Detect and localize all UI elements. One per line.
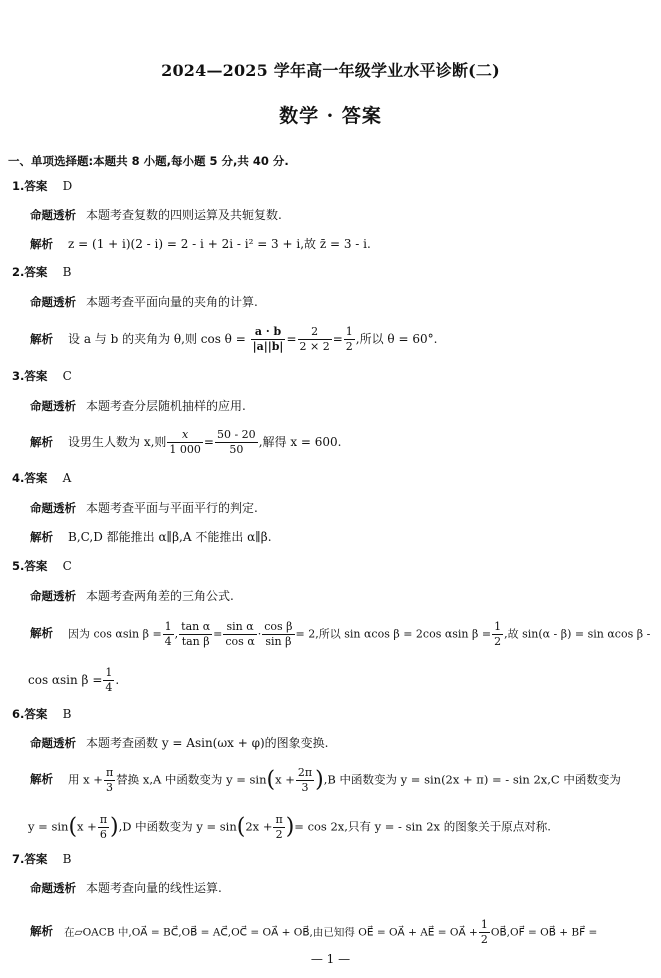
q6-analysis-label: 解析 — [30, 772, 53, 787]
q2-eq-2: = — [332, 331, 343, 346]
q3-analysis-label: 解析 — [30, 434, 53, 449]
q1-intent-label: 命题透析 — [30, 208, 76, 222]
q6-fraction-4 — [273, 813, 284, 842]
q6-analysis-line-1 — [30, 766, 621, 795]
q5-fraction-1-num: 1 — [164, 620, 172, 633]
q4-answer-value: A — [62, 471, 72, 485]
q3-answer-label: 答案 — [24, 369, 48, 383]
q3-fraction-2 — [215, 428, 258, 457]
q5-fraction-5 — [492, 620, 503, 649]
q6-fraction-4-num: π — [275, 813, 283, 826]
q5-intent-text: 本题考查两角差的三角公式. — [86, 589, 234, 603]
q7-analysis-line — [30, 918, 597, 947]
document-subtitle: 数学 · 答案 — [279, 105, 382, 127]
q7-analysis-text-1: 在▱OACB 中,OA⃗ = BC⃗,OB⃗ = AC⃗,OC⃗ = OA⃗ + OB⃗,由已知得 OE⃗ = OA⃗ + AE⃗ = OA⃗ + — [64, 926, 478, 939]
q6-analysis-text-9: = cos 2x,只有 y = - sin 2x 的图象关于原点对称. — [294, 819, 551, 834]
q7-fraction-1-num: 1 — [480, 918, 488, 931]
page-number: — 1 — — [310, 952, 351, 966]
q4-intent-line — [30, 502, 258, 515]
q5-answer-label: 答案 — [24, 559, 48, 573]
q5-fraction-2 — [179, 620, 212, 649]
q5-fraction-5-num: 1 — [494, 620, 502, 633]
q5-intent-line — [30, 590, 234, 603]
q4-intent-label: 命题透析 — [30, 501, 76, 515]
q6-analysis-text-3: x + — [275, 772, 295, 787]
q3-eq: = — [203, 434, 214, 449]
q6-analysis-text-2: 替换 x,A 中函数变为 y = sin — [116, 772, 267, 787]
q6-fraction-1-den: 3 — [106, 780, 114, 794]
q4-answer-line — [12, 472, 71, 485]
q2-fraction-2-num: 2 — [298, 325, 332, 340]
q1-answer-label: 答案 — [24, 179, 48, 193]
q1-intent-line — [30, 209, 282, 222]
q6-analysis-text-1: 用 x + — [68, 772, 103, 787]
q3-number: 3. — [12, 369, 25, 383]
q6-left-paren-1: ( — [266, 767, 276, 793]
q3-fraction-1 — [167, 428, 203, 457]
q6-analysis-text-8: 2x + — [245, 819, 273, 834]
q7-answer-value: B — [62, 852, 72, 866]
q7-fraction-1-den: 2 — [480, 932, 488, 946]
q7-intent-label: 命题透析 — [30, 881, 76, 895]
q3-fraction-1-den: 1 000 — [169, 442, 201, 456]
q6-left-paren-2: ( — [68, 814, 78, 840]
q6-analysis-text-4: ,B 中函数变为 y = sin(2x + π) = - sin 2x,C 中函数变为 — [323, 772, 621, 787]
q2-analysis-text-1: 设 a 与 b 的夹角为 θ,则 cos θ = — [68, 331, 246, 346]
q4-intent-text: 本题考查平面与平面平行的判定. — [86, 501, 258, 515]
q2-number: 2. — [12, 265, 25, 279]
q6-left-paren-3: ( — [236, 814, 246, 840]
q6-fraction-1-num: π — [105, 766, 114, 779]
q7-analysis-text-2: OB⃗,OF⃗ = OB⃗ + BF⃗ = — [490, 926, 598, 939]
q5-analysis-text-3: = — [213, 627, 223, 641]
q2-answer-value: B — [62, 265, 72, 279]
q5-analysis-text-1: 因为 cos αsin β = — [68, 627, 162, 641]
q3-fraction-2-num: 50 - 20 — [216, 428, 256, 441]
q1-answer-line — [12, 180, 72, 193]
q5-analysis-text-8: . — [115, 672, 120, 687]
q5-analysis-line-1 — [30, 620, 650, 649]
q4-answer-label: 答案 — [24, 471, 48, 485]
q7-fraction-1 — [479, 918, 490, 947]
q1-answer-value: D — [62, 179, 73, 193]
q3-analysis-text-1: 设男生人数为 x,则 — [68, 434, 167, 449]
q6-answer-label: 答案 — [24, 707, 48, 721]
q3-intent-text: 本题考查分层随机抽样的应用. — [86, 399, 246, 413]
q4-analysis-text: B,C,D 都能推出 α∥β,A 不能推出 α∥β. — [68, 530, 272, 544]
q3-fraction-1-num: x — [167, 428, 203, 443]
q3-answer-value: C — [62, 369, 72, 383]
q5-fraction-4 — [262, 620, 294, 649]
section-heading: 一、单项选择题:本题共 8 小题,每小题 5 分,共 40 分. — [8, 154, 289, 168]
q4-analysis-line — [30, 531, 272, 544]
q2-analysis-text-2: ,所以 θ = 60°. — [355, 331, 438, 346]
q5-analysis-text-4: · — [257, 627, 262, 641]
q3-fraction-2-den: 50 — [229, 442, 244, 456]
q6-answer-line — [12, 708, 71, 721]
q3-intent-line — [30, 400, 246, 413]
q4-number: 4. — [12, 471, 25, 485]
q5-fraction-4-den: sin β — [265, 634, 292, 648]
q5-fraction-6-num: 1 — [105, 666, 113, 679]
q6-analysis-line-2 — [28, 813, 551, 842]
q6-fraction-2-num: 2π — [297, 766, 313, 779]
q2-fraction-3-num: 1 — [345, 325, 353, 338]
q2-fraction-3 — [344, 325, 355, 354]
q5-fraction-6-den: 4 — [105, 680, 113, 694]
q7-answer-label: 答案 — [24, 852, 48, 866]
q6-fraction-2 — [296, 766, 314, 795]
q6-analysis-text-5: y = sin — [28, 819, 69, 834]
q5-fraction-2-num: tan α — [181, 620, 211, 633]
q3-intent-label: 命题透析 — [30, 399, 76, 413]
q5-analysis-text-5: = 2,所以 sin αcos β = 2cos αsin β = — [295, 627, 492, 641]
q5-fraction-1 — [163, 620, 174, 649]
q5-fraction-5-den: 2 — [494, 634, 502, 648]
q5-analysis-text-7: cos αsin β = — [28, 672, 103, 687]
q7-number: 7. — [12, 852, 25, 866]
q2-fraction-1-num: a · b — [251, 325, 286, 340]
q2-answer-line — [12, 266, 71, 279]
q3-analysis-text-2: ,解得 x = 600. — [258, 434, 342, 449]
q2-intent-label: 命题透析 — [30, 295, 76, 309]
q7-intent-text: 本题考查向量的线性运算. — [86, 881, 222, 895]
q6-analysis-text-7: ,D 中函数变为 y = sin — [118, 819, 237, 834]
q1-intent-text: 本题考查复数的四则运算及共轭复数. — [86, 208, 282, 222]
q5-fraction-3 — [223, 620, 256, 649]
q2-eq-1: = — [286, 331, 297, 346]
q5-analysis-line-2 — [28, 666, 119, 695]
q2-analysis-label: 解析 — [30, 331, 53, 346]
q6-right-paren-2: ) — [110, 814, 119, 840]
q1-analysis-text: z = (1 + i)(2 - i) = 2 - i + 2i - i² = 3 + i,故 z̄ = 3 - i. — [68, 237, 371, 251]
q5-answer-line — [12, 560, 72, 573]
q7-intent-line — [30, 882, 222, 895]
q5-number: 5. — [12, 559, 25, 573]
q6-fraction-2-den: 3 — [301, 780, 309, 794]
q4-analysis-label: 解析 — [30, 530, 53, 544]
q5-analysis-text-6: ,故 sin(α - β) = sin αcos β - — [504, 627, 651, 641]
q2-fraction-2 — [298, 325, 332, 354]
q2-fraction-2-den: 2 × 2 — [299, 339, 330, 353]
q6-fraction-3-den: 6 — [99, 827, 107, 841]
q1-analysis-label: 解析 — [30, 237, 53, 251]
q1-number: 1. — [12, 179, 25, 193]
q6-fraction-1 — [104, 766, 115, 795]
q2-intent-text: 本题考查平面向量的夹角的计算. — [86, 295, 258, 309]
q3-analysis-line — [30, 428, 342, 457]
q5-analysis-label: 解析 — [30, 626, 53, 641]
q5-analysis-text-2: , — [174, 627, 179, 641]
q6-right-paren-3: ) — [285, 814, 295, 840]
q6-answer-value: B — [62, 707, 72, 721]
q2-answer-label: 答案 — [24, 265, 48, 279]
q2-analysis-line — [30, 325, 437, 354]
q6-fraction-3 — [98, 813, 109, 842]
q6-right-paren-1: ) — [315, 767, 324, 793]
q5-fraction-4-num: cos β — [264, 620, 293, 633]
q6-intent-label: 命题透析 — [30, 736, 76, 750]
q5-answer-value: C — [62, 559, 72, 573]
q7-analysis-label: 解析 — [30, 924, 53, 939]
q2-fraction-1 — [251, 325, 286, 354]
q5-fraction-1-den: 4 — [164, 634, 172, 648]
q6-fraction-4-den: 2 — [275, 827, 283, 841]
document-title: 2024—2025 学年高一年级学业水平诊断(二) — [161, 61, 500, 80]
q5-fraction-2-den: tan β — [181, 634, 210, 648]
q3-answer-line — [12, 370, 72, 383]
q6-intent-line — [30, 737, 329, 750]
q5-fraction-6 — [103, 666, 114, 695]
q6-intent-text: 本题考查函数 y = Asin(ωx + φ)的图象变换. — [86, 736, 329, 750]
q7-answer-line — [12, 853, 71, 866]
q5-fraction-3-num: sin α — [223, 620, 256, 635]
q5-intent-label: 命题透析 — [30, 589, 76, 603]
q5-fraction-3-den: cos α — [225, 634, 255, 648]
q2-fraction-1-den: |a||b| — [252, 339, 284, 353]
q6-fraction-3-num: π — [99, 813, 108, 826]
q2-fraction-3-den: 2 — [345, 339, 353, 353]
q2-intent-line — [30, 296, 258, 309]
q6-number: 6. — [12, 707, 25, 721]
q6-analysis-text-6: x + — [77, 819, 97, 834]
q1-analysis-line — [30, 238, 371, 251]
